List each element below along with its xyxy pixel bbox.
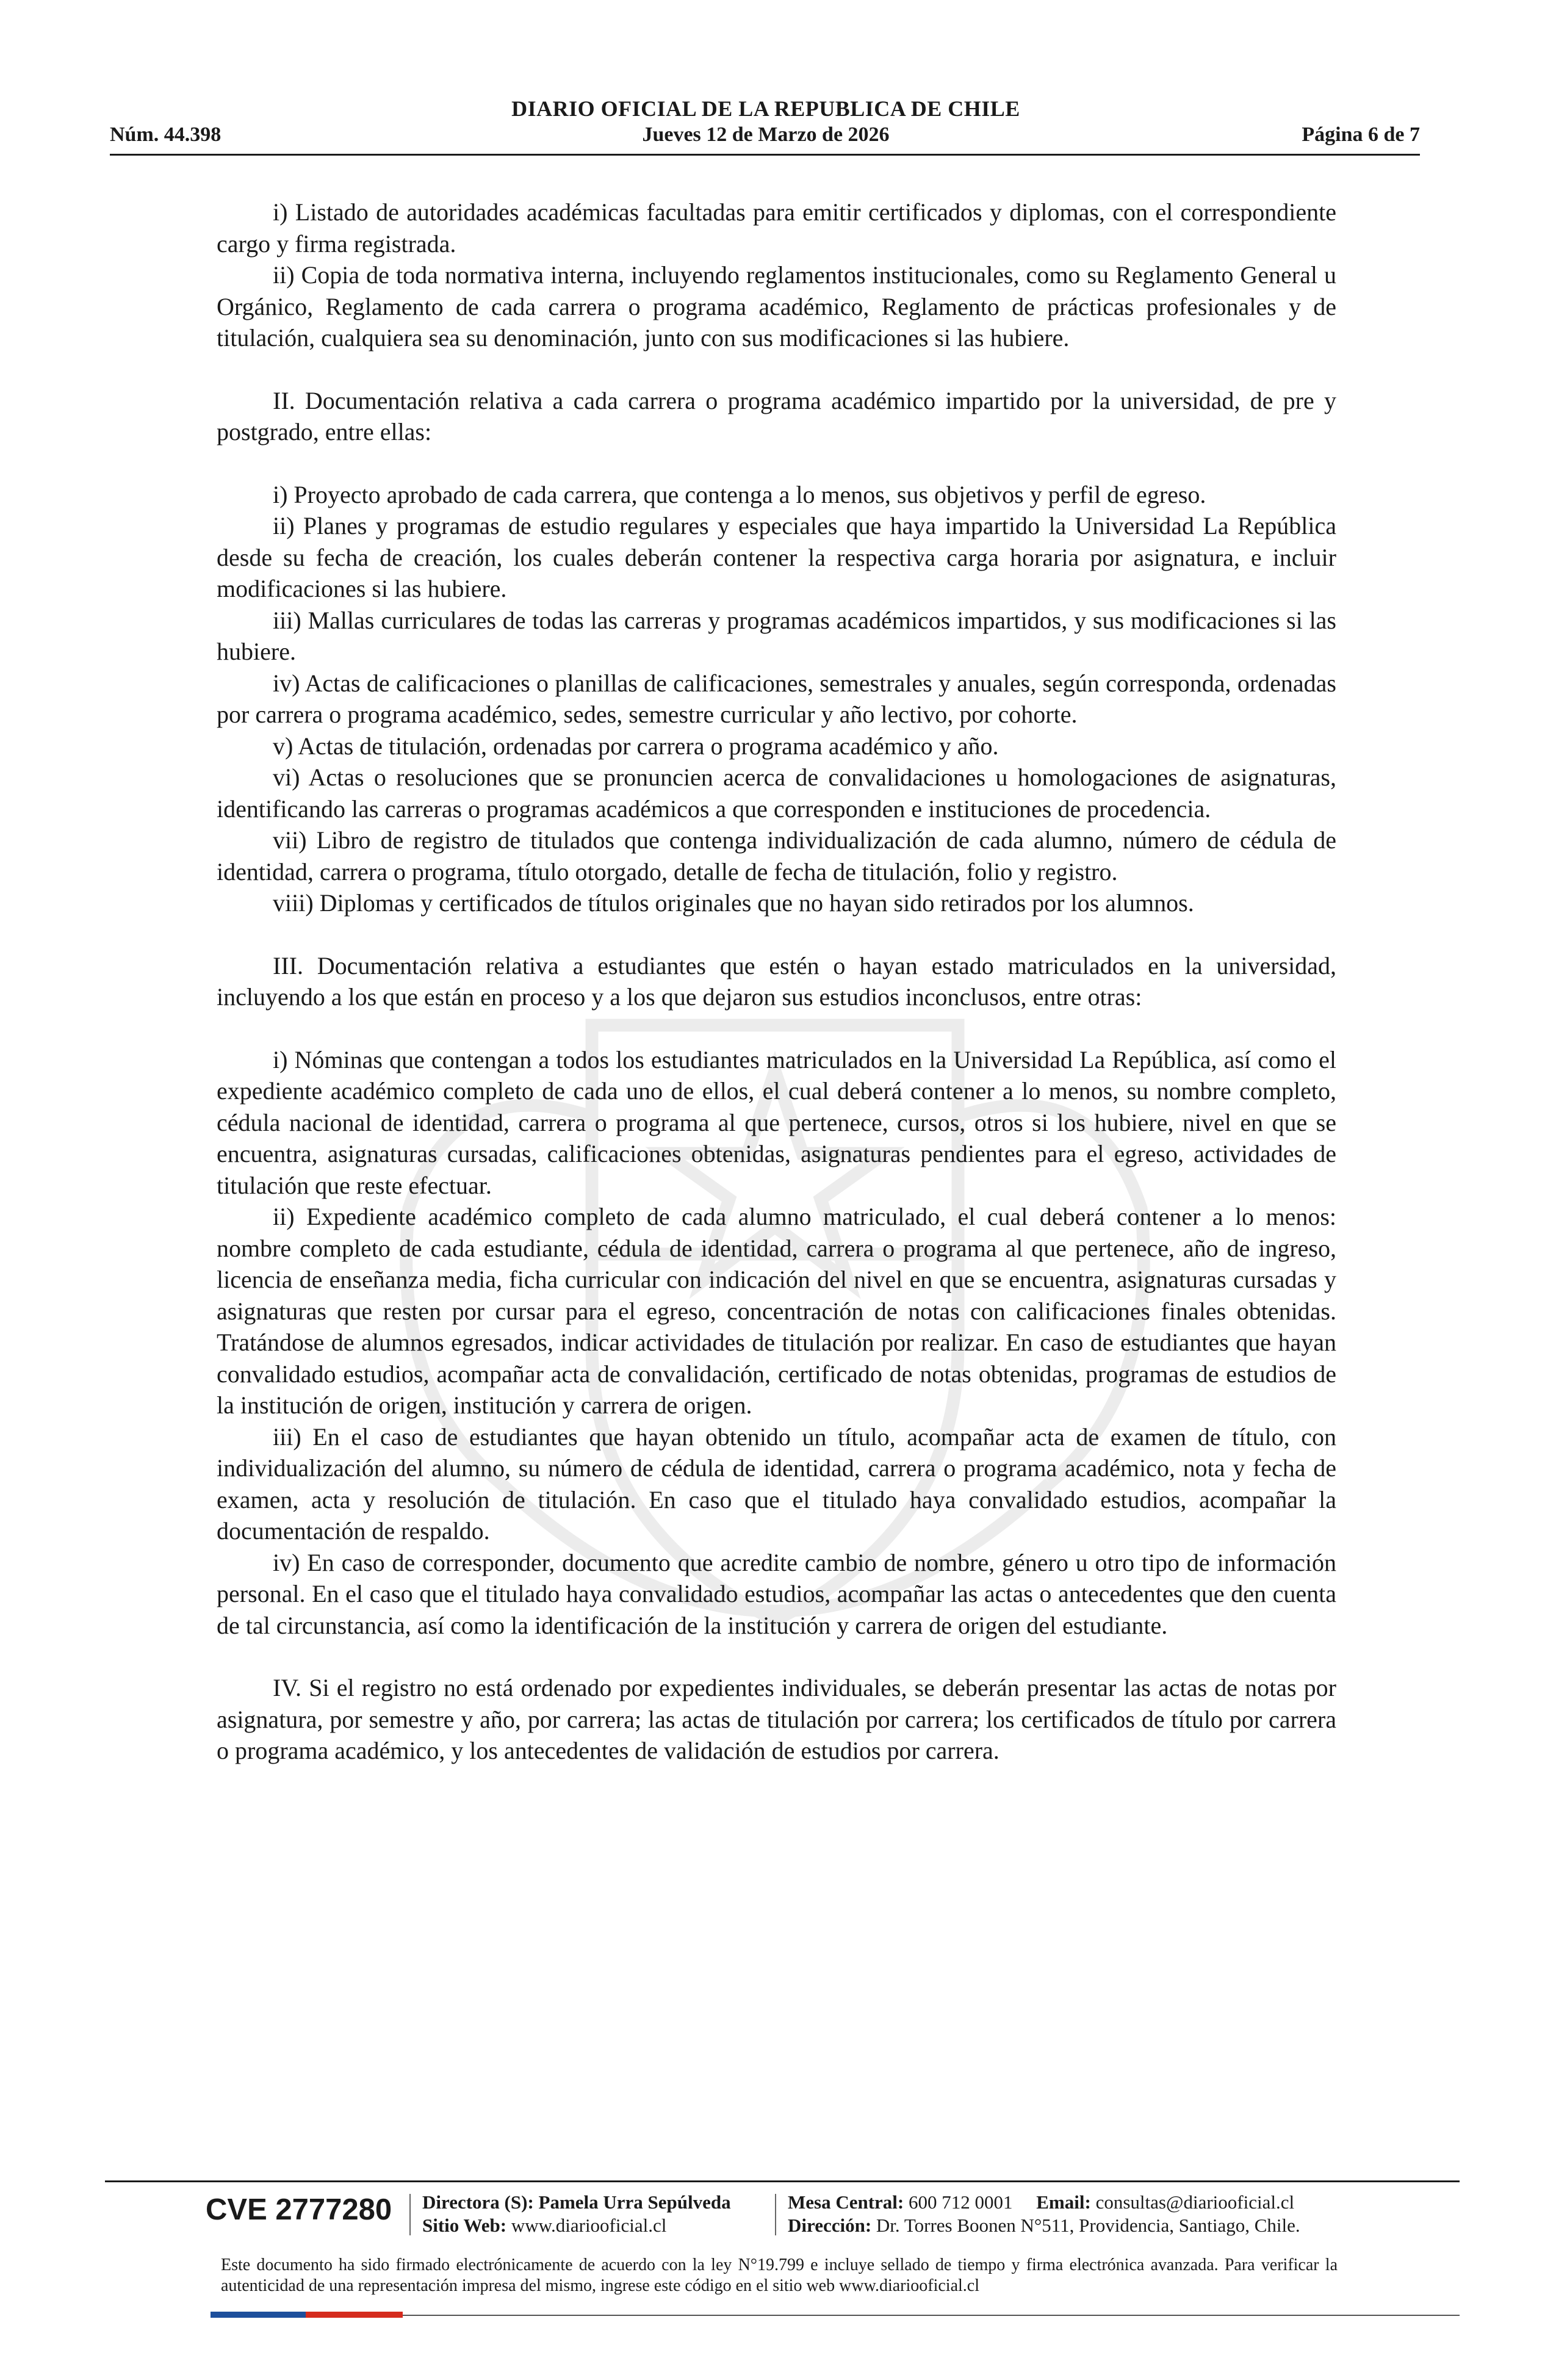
flag-red-segment — [306, 2312, 403, 2318]
section-ii-item-vi: vi) Actas o resoluciones que se pronuncien acerca de convalidaciones u homologaciones de asignaturas, identificando las carreras o programas académicos a que corresponden e instituciones de procedencia. — [217, 763, 1336, 823]
phone-label: Mesa Central: — [788, 2191, 904, 2213]
paragraph-ii-regulations: ii) Copia de toda normativa interna, incluyendo reglamentos institucionales, como su Reglamento General u Orgánico, Reglamento de cada carrera o programa académico, Reglamento de prácticas profesionales y de titulación, cualquiera sea su denominación, junto con sus modificaciones si las hubiere. — [217, 261, 1336, 352]
address-text: Dr. Torres Boonen N°511, Providencia, Santiago, Chile. — [876, 2215, 1300, 2236]
section-iv-paragraph: IV. Si el registro no está ordenado por expedientes individuales, se deberán presentar las actas de notas por asignatura, por semestre y año, por carrera; las actas de titulación por carrera; los certificados de título por carrera o programa académico, y los antecedentes de validación de estudios por carrera. — [217, 1674, 1336, 1764]
paragraph-i-authorities: i) Listado de autoridades académicas facultadas para emitir certificados y diplomas, con el correspondiente cargo y firma registrada. — [217, 198, 1336, 258]
email-link[interactable]: consultas@diariooficial.cl — [1095, 2191, 1295, 2213]
section-iii-item-iv: iv) En caso de corresponder, documento que acredite cambio de nombre, género u otro tipo de información personal. En el caso que el titulado haya convalidado estudios, acompañar las actas o antecedentes que den cuenta de tal circunstancia, así como la identificación de la institución y carrera de origen del estudiante. — [217, 1548, 1336, 1639]
section-ii-item-v: v) Actas de titulación, ordenadas por carrera o programa académico y año. — [273, 732, 999, 760]
section-ii-item-viii: viii) Diplomas y certificados de títulos originales que no hayan sido retirados por los alumnos. — [273, 889, 1194, 917]
issue-date: Jueves 12 de Marzo de 2026 — [642, 123, 890, 146]
footer-separator — [775, 2194, 776, 2235]
director-name: Pamela Urra Sepúlveda — [538, 2191, 731, 2213]
section-iii-heading: III. Documentación relativa a estudiantes que estén o hayan estado matriculados en la universidad, incluyendo a los que están en proceso y a los que dejaron sus estudios inconclusos, entre otras: — [217, 951, 1336, 1011]
page-number: Página 6 de 7 — [1302, 123, 1420, 146]
footer-separator — [409, 2194, 411, 2235]
footer-director-block — [422, 2191, 731, 2237]
section-iii-item-iii: iii) En el caso de estudiantes que hayan obtenido un título, acompañar acta de examen de título, con individualización del alumno, su número de cédula de identidad, carrera o programa académico, nota y fecha de examen, acta y resolución de titulación. En caso que el titulado haya convalidado estudios, acompañar la documentación de respaldo. — [217, 1423, 1336, 1545]
section-ii-heading: II. Documentación relativa a cada carrera o programa académico impartido por la universidad, de pre y postgrado, entre ellas: — [217, 386, 1336, 445]
section-iii-item-ii: ii) Expediente académico completo de cada alumno matriculado, el cual deberá contener a lo menos: nombre completo de cada estudiante, cédula de identidad, carrera o programa al que pertenece, año de ingreso, licencia de enseñanza media, ficha curricular con indicación del nivel en que se encuentra, asignaturas cursadas y asignaturas que resten por cursar para el egreso, concentración de notas con calificaciones finales obtenidas. Tratándose de alumnos egresados, indicar actividades de titulación por realizar. En caso de estudiantes que hayan convalidado estudios, acompañar acta de convalidación, certificado de notas obtenidas, programas de estudios de la institución de origen, institución y carrera de origen. — [217, 1203, 1336, 1419]
flag-blue-segment — [211, 2312, 306, 2318]
footer-contact-block — [788, 2191, 1300, 2237]
section-ii-item-vii: vii) Libro de registro de titulados que contenga individualización de cada alumno, número de cédula de identidad, carrera o programa, título otorgado, detalle de fecha de titulación, folio y registro. — [217, 826, 1336, 885]
section-ii-item-i: i) Proyecto aprobado de cada carrera, que contenga a lo menos, sus objetivos y perfil de egreso. — [273, 480, 1206, 508]
website-link[interactable]: www.diariooficial.cl — [511, 2215, 667, 2236]
address-label: Dirección: — [788, 2215, 872, 2236]
email-label: Email: — [1036, 2191, 1091, 2213]
phone-number: 600 712 0001 — [909, 2191, 1013, 2213]
electronic-signature-note: Este documento ha sido firmado electrónicamente de acuerdo con la ley N°19.799 e incluye sellado de tiempo y firma electrónica avanzada. Para verificar la autenticidad de una representación impresa del mismo, ingrese este código en el sitio web www.diariooficial.cl — [221, 2256, 1338, 2295]
website-label: Sitio Web: — [422, 2215, 507, 2236]
section-ii-item-iii: iii) Mallas curriculares de todas las carreras y programas académicos impartidos, y sus modificaciones si las hubiere. — [217, 606, 1336, 665]
document-body — [217, 197, 1336, 1767]
section-ii-item-ii: ii) Planes y programas de estudio regulares y especiales que haya impartido la Universidad La República desde su fecha de creación, los cuales deberán contener la respectiva carga horaria por asignatura, e incluir modificaciones si las hubiere. — [217, 512, 1336, 602]
header-divider — [110, 154, 1420, 156]
footer-divider — [105, 2180, 1460, 2182]
flag-color-bar — [211, 2312, 403, 2318]
director-label: Directora (S): — [422, 2191, 534, 2213]
section-iii-item-i: i) Nóminas que contengan a todos los estudiantes matriculados en la Universidad La República, así como el expediente académico completo de cada uno de ellos, el cual deberá contener a lo menos, su nombre completo, cédula nacional de identidad, carrera o programa al que pertenece, cursos, otros si los hubiere, nivel en que se encuentra, asignaturas cursadas, calificaciones obtenidas, asignaturas pendientes para el egreso, actividades de titulación que reste efectuar. — [217, 1045, 1336, 1199]
publication-title: DIARIO OFICIAL DE LA REPUBLICA DE CHILE — [511, 96, 1020, 121]
cve-code: CVE 2777280 — [206, 2193, 392, 2226]
footer-bottom-rule — [403, 2315, 1460, 2316]
section-ii-item-iv: iv) Actas de calificaciones o planillas de calificaciones, semestrales y anuales, según corresponda, ordenadas por carrera o programa académico, sedes, semestre curricular y año lectivo, por cohorte. — [217, 669, 1336, 728]
issue-number: Núm. 44.398 — [110, 123, 222, 146]
